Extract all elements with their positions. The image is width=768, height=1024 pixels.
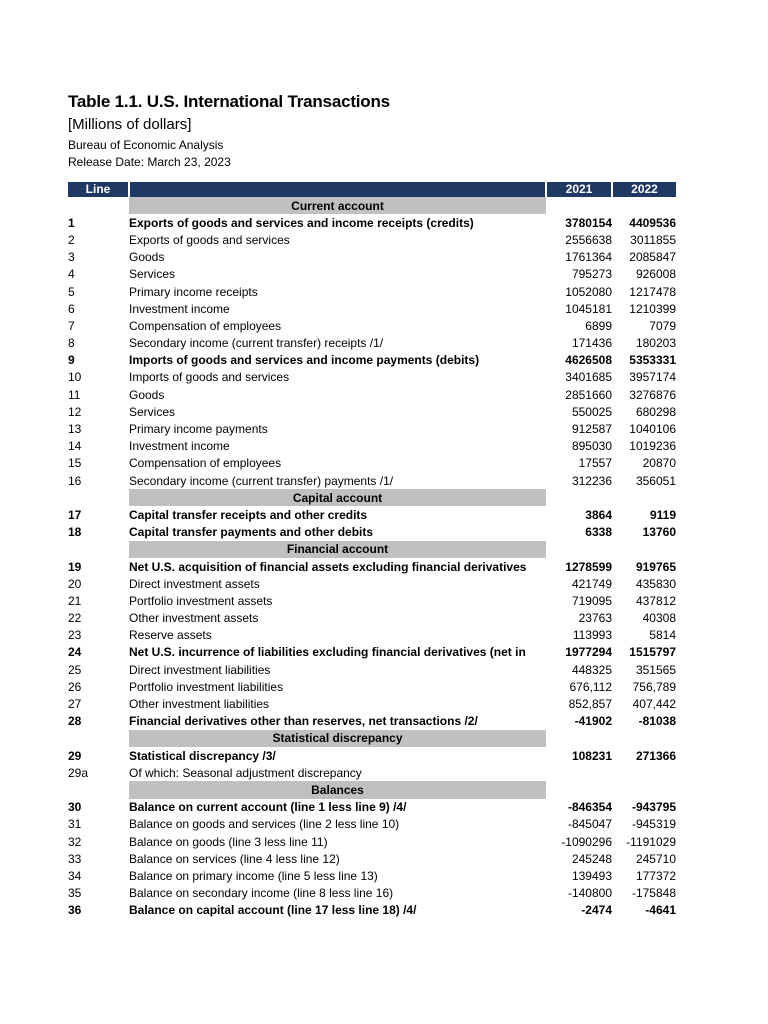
section-title: Statistical discrepancy: [129, 730, 546, 747]
value-2021: -2474: [581, 903, 612, 918]
line-number: 13: [68, 422, 82, 437]
line-number: 27: [68, 697, 82, 712]
row-description: Balance on services (line 4 less line 12): [129, 851, 340, 866]
value-2021: 1761364: [565, 250, 612, 265]
value-2021: -845047: [567, 817, 612, 832]
row-description: Balance on capital account (line 17 less line 18) /4/: [129, 903, 417, 918]
table-row: [68, 386, 676, 403]
row-description: Investment income: [129, 439, 230, 454]
value-2022: 407,442: [632, 697, 676, 712]
value-2021: 108231: [571, 748, 612, 763]
line-number: 24: [68, 645, 82, 660]
row-description: Net U.S. incurrence of liabilities excluding financial derivatives (net in: [129, 645, 526, 660]
table-row: [68, 610, 676, 627]
value-2022: 13760: [642, 525, 676, 540]
value-2022: 437812: [635, 593, 676, 608]
row-description: Services: [129, 267, 176, 282]
value-2022: 926008: [635, 267, 676, 282]
value-2021: 3401685: [565, 370, 612, 385]
section-header-row: [68, 197, 676, 214]
section-spacer: [68, 489, 129, 506]
line-number: 22: [68, 611, 82, 626]
value-2022: 1210399: [629, 301, 676, 316]
line-number: 8: [68, 336, 75, 351]
row-description: Goods: [129, 250, 165, 265]
value-2021: 171436: [571, 336, 612, 351]
line-number: 33: [68, 851, 82, 866]
row-description: Exports of goods and services: [129, 232, 290, 247]
row-description: Balance on goods (line 3 less line 11): [129, 834, 328, 849]
value-2022: 9119: [649, 507, 676, 522]
value-2022: 3957174: [629, 370, 676, 385]
line-number: 25: [68, 662, 82, 677]
line-number: 16: [68, 473, 82, 488]
row-description: Compensation of employees: [129, 456, 282, 471]
row-description: Balance on goods and services (line 2 less line 10): [129, 817, 400, 832]
value-2022: 2085847: [629, 250, 676, 265]
value-2021: 912587: [571, 422, 612, 437]
value-2022: 20870: [642, 456, 676, 471]
value-2022: 1515797: [629, 645, 676, 660]
line-number: 4: [68, 267, 75, 282]
row-description: Investment income: [129, 301, 230, 316]
table-row: [68, 850, 676, 867]
line-number: 14: [68, 439, 82, 454]
value-2021: 1052080: [565, 284, 612, 299]
table-row: [68, 317, 676, 334]
value-2021: 139493: [571, 868, 612, 883]
value-2022: 1217478: [629, 284, 676, 299]
value-2022: -945319: [631, 817, 676, 832]
section-title: Balances: [129, 781, 546, 798]
line-number: 7: [68, 318, 75, 333]
table-row: [68, 747, 676, 764]
section-spacer: [612, 541, 676, 558]
line-number: 23: [68, 628, 82, 643]
table-row: [68, 592, 676, 609]
line-number: 21: [68, 593, 82, 608]
table-row: [68, 816, 676, 833]
row-description: Compensation of employees: [129, 318, 282, 333]
section-spacer: [68, 197, 129, 214]
row-description: Primary income receipts: [129, 284, 258, 299]
value-2021: 23763: [578, 611, 612, 626]
table-body: [68, 197, 676, 919]
value-2021: 719095: [571, 593, 612, 608]
table-header-row: [68, 182, 676, 197]
row-description: Balance on current account (line 1 less line 9) /4/: [129, 800, 407, 815]
row-description: Secondary income (current transfer) receipts /1/: [129, 336, 384, 351]
value-2021: 421749: [571, 576, 612, 591]
table-row: [68, 352, 676, 369]
header-year-2022: 2022: [612, 182, 676, 197]
row-description: Financial derivatives other than reserves, net transactions /2/: [129, 714, 478, 729]
row-description: Services: [129, 404, 176, 419]
table-row: [68, 799, 676, 816]
value-2021: 448325: [571, 662, 612, 677]
section-header-row: [68, 781, 676, 798]
value-2022: 680298: [635, 404, 676, 419]
table-row: [68, 524, 676, 541]
line-number: 10: [68, 370, 82, 385]
value-2021: 676,112: [569, 679, 612, 694]
value-2021: 4626508: [565, 353, 612, 368]
line-number: 3: [68, 250, 75, 265]
value-2022: 351565: [635, 662, 676, 677]
section-spacer: [546, 730, 612, 747]
value-2022: 180203: [635, 336, 676, 351]
value-2021: 2556638: [565, 232, 612, 247]
line-number: 6: [68, 301, 75, 316]
value-2021: -41902: [574, 714, 612, 729]
table-row: [68, 300, 676, 317]
line-number: 17: [68, 507, 82, 522]
section-spacer: [612, 197, 676, 214]
release-date: Release Date: March 23, 2023: [68, 155, 231, 169]
row-description: Other investment liabilities: [129, 697, 270, 712]
row-description: Goods: [129, 387, 165, 402]
value-2022: 5814: [649, 628, 676, 643]
header-description: [129, 182, 546, 197]
row-description: Secondary income (current transfer) payments /1/: [129, 473, 394, 488]
table-row: [68, 902, 676, 919]
section-spacer: [68, 781, 129, 798]
value-2021: -140800: [567, 886, 612, 901]
table-row: [68, 885, 676, 902]
value-2022: 919765: [635, 559, 676, 574]
value-2022: 5353331: [629, 353, 676, 368]
value-2022: 7079: [649, 318, 676, 333]
value-2021: 113993: [572, 628, 612, 643]
line-number: 31: [68, 817, 82, 832]
value-2022: 1019236: [629, 439, 676, 454]
section-spacer: [612, 781, 676, 798]
line-number: 35: [68, 886, 82, 901]
table-row: [68, 695, 676, 712]
value-2021: 3780154: [565, 215, 612, 230]
value-2021: 312236: [571, 473, 612, 488]
section-spacer: [546, 489, 612, 506]
section-spacer: [546, 197, 612, 214]
line-number: 18: [68, 525, 82, 540]
table-row: [68, 283, 676, 300]
line-number: 9: [68, 353, 75, 368]
transactions-table: [68, 182, 676, 919]
value-2022: 356051: [635, 473, 676, 488]
line-number: 32: [68, 834, 82, 849]
table-row: [68, 438, 676, 455]
value-2021: 795273: [571, 267, 612, 282]
row-description: Statistical discrepancy /3/: [129, 748, 276, 763]
row-description: Primary income payments: [129, 422, 268, 437]
line-number: 19: [68, 559, 82, 574]
value-2021: 6338: [585, 525, 612, 540]
table-row: [68, 558, 676, 575]
section-title: Current account: [129, 197, 546, 214]
table-row: [68, 627, 676, 644]
table-row: [68, 231, 676, 248]
line-number: 5: [68, 284, 75, 299]
section-spacer: [68, 730, 129, 747]
line-number: 29: [68, 748, 82, 763]
value-2022: 3011855: [630, 232, 676, 247]
table-row: [68, 369, 676, 386]
value-2021: [546, 764, 612, 781]
value-2022: [612, 764, 676, 781]
value-2022: 4409536: [629, 215, 676, 230]
row-description: Exports of goods and services and income receipts (credits): [129, 215, 474, 230]
table-row: [68, 644, 676, 661]
value-2022: 1040106: [629, 422, 676, 437]
section-spacer: [612, 489, 676, 506]
row-description: Direct investment liabilities: [129, 662, 271, 677]
value-2022: -1191029: [626, 834, 676, 849]
section-spacer: [68, 541, 129, 558]
line-number: 29a: [68, 765, 89, 780]
table-row: [68, 833, 676, 850]
row-description: Portfolio investment liabilities: [129, 679, 284, 694]
line-number: 2: [68, 232, 75, 247]
value-2021: 245248: [571, 851, 612, 866]
value-2022: 177372: [635, 868, 676, 883]
table-row: [68, 455, 676, 472]
value-2022: -81038: [638, 714, 676, 729]
section-spacer: [546, 781, 612, 798]
value-2022: 435830: [635, 576, 676, 591]
value-2022: -4641: [645, 903, 676, 918]
line-number: 36: [68, 903, 82, 918]
header-year-2021: 2021: [546, 182, 612, 197]
value-2022: 756,789: [632, 679, 676, 694]
row-description: Portfolio investment assets: [129, 593, 273, 608]
section-title: Capital account: [129, 489, 546, 506]
source-agency: Bureau of Economic Analysis: [68, 138, 224, 152]
units-note: [Millions of dollars]: [68, 116, 192, 133]
line-number: 34: [68, 868, 82, 883]
line-number: 28: [68, 714, 82, 729]
value-2021: 1977294: [565, 645, 612, 660]
row-description: Reserve assets: [129, 628, 212, 643]
value-2021: 6899: [585, 318, 612, 333]
table-title: Table 1.1. U.S. International Transactions: [68, 92, 390, 111]
header-line: Line: [68, 182, 129, 197]
value-2021: 2851660: [565, 387, 612, 402]
section-spacer: [612, 730, 676, 747]
row-description: Capital transfer receipts and other credits: [129, 507, 368, 522]
section-title: Financial account: [129, 541, 546, 558]
row-description: Balance on secondary income (line 8 less line 16): [129, 886, 394, 901]
value-2022: -943795: [631, 800, 676, 815]
line-number: 11: [68, 387, 81, 402]
row-description: Capital transfer payments and other debits: [129, 525, 374, 540]
value-2022: 245710: [635, 851, 676, 866]
table-row: [68, 249, 676, 266]
value-2022: 40308: [642, 611, 676, 626]
value-2022: -175848: [631, 886, 676, 901]
table-row: [68, 713, 676, 730]
row-description: Net U.S. acquisition of financial assets excluding financial derivatives: [129, 559, 527, 574]
value-2021: 3864: [585, 507, 612, 522]
table-row: [68, 266, 676, 283]
table-row: [68, 661, 676, 678]
table-row: [68, 764, 676, 781]
line-number: 30: [68, 800, 82, 815]
value-2021: -846354: [567, 800, 612, 815]
value-2022: 3276876: [629, 387, 676, 402]
table-row: [68, 575, 676, 592]
section-header-row: [68, 541, 676, 558]
value-2021: 550025: [571, 404, 612, 419]
value-2021: 852,857: [568, 697, 612, 712]
value-2021: 895030: [571, 439, 612, 454]
row-description: Of which: Seasonal adjustment discrepancy: [129, 765, 362, 780]
table-row: [68, 472, 676, 489]
row-description: Imports of goods and services and income payments (debits): [129, 353, 480, 368]
table-row: [68, 678, 676, 695]
table-row: [68, 214, 676, 231]
line-number: 1: [68, 215, 75, 230]
line-number: 20: [68, 576, 82, 591]
table-row: [68, 867, 676, 884]
value-2022: 271366: [635, 748, 676, 763]
value-2021: -1090296: [561, 834, 612, 849]
row-description: Imports of goods and services: [129, 370, 290, 385]
table-row: [68, 403, 676, 420]
section-header-row: [68, 489, 676, 506]
row-description: Balance on primary income (line 5 less line 13): [129, 868, 378, 883]
line-number: 15: [68, 456, 82, 471]
line-number: 12: [68, 404, 82, 419]
row-description: Other investment assets: [129, 611, 259, 626]
table-row: [68, 506, 676, 523]
value-2021: 1278599: [565, 559, 612, 574]
value-2021: 17557: [578, 456, 612, 471]
line-number: 26: [68, 679, 82, 694]
section-header-row: [68, 730, 676, 747]
table-row: [68, 420, 676, 437]
value-2021: 1045181: [565, 301, 612, 316]
table-row: [68, 335, 676, 352]
row-description: Direct investment assets: [129, 576, 260, 591]
section-spacer: [546, 541, 612, 558]
